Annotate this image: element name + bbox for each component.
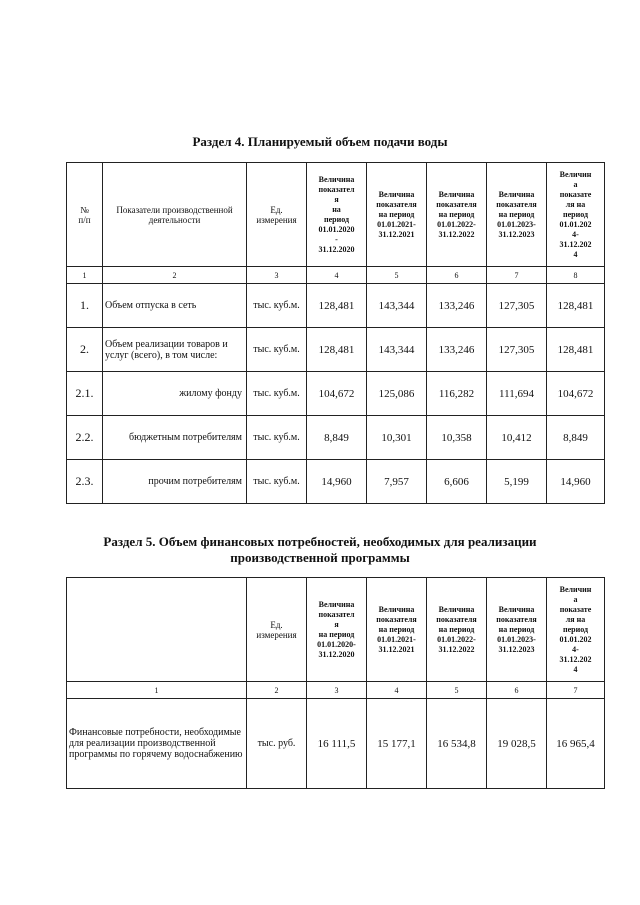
row-value: 127,305: [487, 284, 547, 328]
section5-title: Раздел 5. Объем финансовых потребностей, необходимых для реализации производственной программы: [103, 534, 537, 565]
table-row: [67, 699, 605, 789]
row-indicator: прочим потребителям: [103, 460, 247, 504]
row-value: 16 111,5: [307, 699, 367, 789]
column-number: 4: [307, 267, 367, 284]
row-value: 127,305: [487, 328, 547, 372]
header-period-2024: Величин а показате ля на период 01.01.202 4- 31.12.202 4: [547, 163, 605, 267]
header-period-2021: Величина показателя на период 01.01.2021- 31.12.2021: [367, 163, 427, 267]
table-row: [67, 372, 605, 416]
row-value: 19 028,5: [487, 699, 547, 789]
section4-title: Раздел 4. Планируемый объем подачи воды: [192, 134, 448, 149]
header-period-2023: Величина показателя на период 01.01.2023- 31.12.2023: [487, 578, 547, 682]
column-number: 3: [307, 682, 367, 699]
section4-table: [66, 162, 605, 504]
table-row: [67, 460, 605, 504]
column-number: 7: [547, 682, 605, 699]
header-period-2022: Величина показателя на период 01.01.2022- 31.12.2022: [427, 163, 487, 267]
row-indicator: жилому фонду: [103, 372, 247, 416]
row-number: 2.2.: [67, 416, 103, 460]
row-value: 143,344: [367, 328, 427, 372]
row-value: 125,086: [367, 372, 427, 416]
row-value: 14,960: [547, 460, 605, 504]
row-unit: тыс. куб.м.: [247, 328, 307, 372]
header-unit: Ед. измерения: [247, 163, 307, 267]
row-indicator: Объем отпуска в сеть: [103, 284, 247, 328]
header-unit: Ед. измерения: [247, 578, 307, 682]
row-number: 2.1.: [67, 372, 103, 416]
row-value: 128,481: [547, 284, 605, 328]
column-number: 1: [67, 267, 103, 284]
row-value: 10,358: [427, 416, 487, 460]
column-number: 4: [367, 682, 427, 699]
column-number: 2: [247, 682, 307, 699]
row-value: 128,481: [307, 284, 367, 328]
row-unit: тыс. руб.: [247, 699, 307, 789]
column-number: 3: [247, 267, 307, 284]
row-indicator: бюджетным потребителям: [103, 416, 247, 460]
header-period-2020: Величина показател я на период 01.01.2020- 31.12.2020: [307, 578, 367, 682]
header-period-2021: Величина показателя на период 01.01.2021- 31.12.2021: [367, 578, 427, 682]
row-value: 116,282: [427, 372, 487, 416]
row-value: 5,199: [487, 460, 547, 504]
header-period-2020: Величина показател я на период 01.01.2020 - 31.12.2020: [307, 163, 367, 267]
row-value: 8,849: [307, 416, 367, 460]
row-indicator: Объем реализации товаров и услуг (всего), в том числе:: [103, 328, 247, 372]
header-indicator: [67, 578, 247, 682]
row-value: 128,481: [547, 328, 605, 372]
row-value: 16 534,8: [427, 699, 487, 789]
column-number: 2: [103, 267, 247, 284]
row-value: 7,957: [367, 460, 427, 504]
table-row: [67, 416, 605, 460]
header-period-2024: Величин а показате ля на период 01.01.202 4- 31.12.202 4: [547, 578, 605, 682]
column-number: 5: [427, 682, 487, 699]
row-value: 10,301: [367, 416, 427, 460]
section5-table: [66, 577, 605, 789]
header-period-2023: Величина показателя на период 01.01.2023- 31.12.2023: [487, 163, 547, 267]
row-value: 8,849: [547, 416, 605, 460]
row-value: 6,606: [427, 460, 487, 504]
table-row: [67, 328, 605, 372]
row-value: 128,481: [307, 328, 367, 372]
table-row: [67, 284, 605, 328]
row-number: 1.: [67, 284, 103, 328]
row-indicator: Финансовые потребности, необходимые для реализации производственной программы по горячему водоснабжению: [67, 699, 247, 789]
row-value: 104,672: [307, 372, 367, 416]
row-value: 10,412: [487, 416, 547, 460]
column-number: 7: [487, 267, 547, 284]
row-unit: тыс. куб.м.: [247, 460, 307, 504]
row-unit: тыс. куб.м.: [247, 284, 307, 328]
row-value: 143,344: [367, 284, 427, 328]
row-value: 15 177,1: [367, 699, 427, 789]
header-number: № п/п: [67, 163, 103, 267]
row-value: 133,246: [427, 328, 487, 372]
row-value: 16 965,4: [547, 699, 605, 789]
header-period-2022: Величина показателя на период 01.01.2022- 31.12.2022: [427, 578, 487, 682]
row-value: 14,960: [307, 460, 367, 504]
header-indicator: Показатели производственной деятельности: [103, 163, 247, 267]
row-value: 111,694: [487, 372, 547, 416]
column-number: 5: [367, 267, 427, 284]
row-value: 104,672: [547, 372, 605, 416]
row-value: 133,246: [427, 284, 487, 328]
row-number: 2.: [67, 328, 103, 372]
row-unit: тыс. куб.м.: [247, 372, 307, 416]
column-number: 6: [487, 682, 547, 699]
column-number: 6: [427, 267, 487, 284]
column-number: 8: [547, 267, 605, 284]
row-number: 2.3.: [67, 460, 103, 504]
column-number: 1: [67, 682, 247, 699]
row-unit: тыс. куб.м.: [247, 416, 307, 460]
